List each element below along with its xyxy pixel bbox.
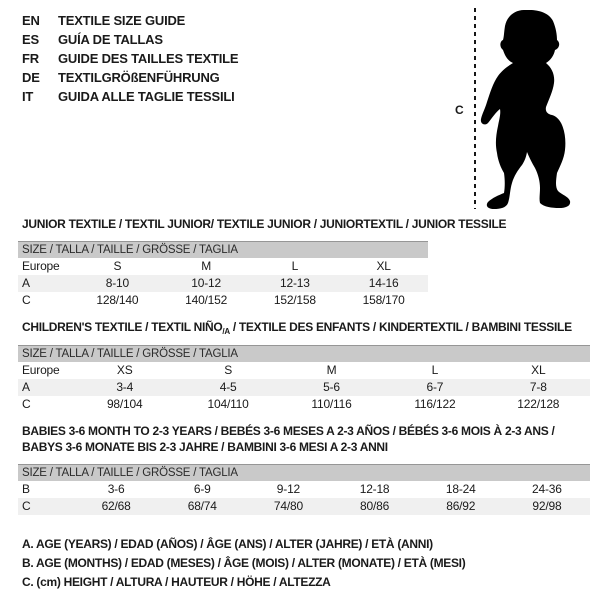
children-title-prefix: CHILDREN'S TEXTILE / TEXTIL NIÑO <box>22 320 223 334</box>
babies-size-header-bar: SIZE / TALLA / TAILLE / GRÖSSE / TAGLIA <box>18 464 590 481</box>
legend-age-years: A. AGE (YEARS) / EDAD (AÑOS) / ÂGE (ANS) / ALTER (JAHRE) / ETÀ (ANNI) <box>22 537 433 551</box>
children-row-c-val: 98/104 <box>106 397 143 411</box>
children-row-a-val: 4-5 <box>219 380 237 394</box>
babies-row-c-val: 80/86 <box>360 499 390 513</box>
junior-region-label: Europe <box>22 259 60 273</box>
babies-row-b-val: 3-6 <box>107 482 125 496</box>
babies-row-c <box>18 498 590 515</box>
babies-row-c-val: 86/92 <box>446 499 476 513</box>
legend-height-cm: C. (cm) HEIGHT / ALTURA / HAUTEUR / HÖHE / ALTEZZA <box>22 575 331 589</box>
baby-silhouette <box>477 2 592 215</box>
children-col-xl: XL <box>531 363 546 377</box>
lang-row-fr <box>22 49 238 68</box>
babies-row-c-label: C <box>22 499 31 513</box>
height-measure-line <box>474 8 476 209</box>
junior-col-m: M <box>201 259 212 273</box>
junior-row-c-label: C <box>22 293 31 307</box>
junior-row-c-val: 158/170 <box>362 293 405 307</box>
children-col-l: L <box>431 363 439 377</box>
language-title-block <box>22 11 238 106</box>
lang-title-fr: GUIDE DES TAILLES TEXTILE <box>58 51 239 66</box>
junior-row-c-val: 140/152 <box>185 293 228 307</box>
babies-row-c-val: 74/80 <box>273 499 303 513</box>
children-row-a-label: A <box>22 380 30 394</box>
children-row-a <box>18 379 590 396</box>
lang-title-es: GUÍA DE TALLAS <box>58 32 163 47</box>
children-col-s: S <box>224 363 232 377</box>
children-size-table <box>18 345 590 413</box>
height-label-c: C <box>455 103 464 117</box>
lang-code-es: ES <box>22 32 39 47</box>
children-col-xs: XS <box>116 363 133 377</box>
children-col-m: M <box>326 363 337 377</box>
junior-row-a-val: 8-10 <box>105 276 129 290</box>
junior-row-c-val: 152/158 <box>273 293 316 307</box>
junior-region-row <box>18 258 428 275</box>
junior-size-header-bar: SIZE / TALLA / TAILLE / GRÖSSE / TAGLIA <box>18 241 428 258</box>
lang-row-en <box>22 11 238 30</box>
children-row-c-val: 104/110 <box>207 397 249 411</box>
babies-row-c-val: 92/98 <box>532 499 562 513</box>
lang-row-de <box>22 68 238 87</box>
babies-row-b <box>18 481 590 498</box>
lang-row-es <box>22 30 238 49</box>
lang-code-it: IT <box>22 89 34 104</box>
babies-section-title <box>22 423 554 455</box>
junior-row-a-val: 10-12 <box>191 276 221 290</box>
babies-row-b-val: 6-9 <box>193 482 211 496</box>
babies-row-b-val: 9-12 <box>276 482 301 496</box>
children-row-a-val: 5-6 <box>323 380 340 394</box>
children-row-a-val: 6-7 <box>426 380 444 394</box>
babies-row-c-val: 68/74 <box>187 499 217 513</box>
lang-row-it <box>22 87 238 106</box>
children-row-a-val: 3-4 <box>116 380 134 394</box>
babies-row-c-val: 62/68 <box>101 499 131 513</box>
lang-title-de: TEXTILGRÖßENFÜHRUNG <box>58 70 220 85</box>
babies-row-b-label: B <box>22 482 30 496</box>
babies-row-b-val: 18-24 <box>445 482 476 496</box>
legend-age-months: B. AGE (MONTHS) / EDAD (MESES) / ÂGE (MOIS) / ALTER (MONATE) / ETÀ (MESI) <box>22 556 466 570</box>
legend-block <box>22 535 465 592</box>
babies-size-table <box>18 464 590 515</box>
children-row-c <box>18 396 590 413</box>
lang-title-it: GUIDA ALLE TAGLIE TESSILI <box>58 89 235 104</box>
junior-row-a <box>18 275 428 292</box>
lang-code-en: EN <box>22 13 40 28</box>
junior-section-title: JUNIOR TEXTILE / TEXTIL JUNIOR/ TEXTILE JUNIOR / JUNIORTEXTIL / JUNIOR TESSILE <box>22 217 507 231</box>
junior-size-table <box>18 241 428 309</box>
junior-row-a-val: 14-16 <box>368 276 399 290</box>
babies-title-line2: BABYS 3-6 MONATE BIS 2-3 JAHRE / BAMBINI 3-6 MESI A 2-3 ANNI <box>22 440 388 454</box>
children-row-a-val: 7-8 <box>529 380 547 394</box>
children-title-subscript: /A <box>222 327 230 336</box>
children-row-c-val: 122/128 <box>517 397 560 411</box>
junior-col-xl: XL <box>376 259 391 273</box>
lang-code-de: DE <box>22 70 40 85</box>
children-size-header-bar: SIZE / TALLA / TAILLE / GRÖSSE / TAGLIA <box>18 345 590 362</box>
children-section-title <box>22 320 572 336</box>
junior-col-s: S <box>113 259 122 273</box>
lang-code-fr: FR <box>22 51 39 66</box>
junior-row-c <box>18 292 428 309</box>
lang-title-en: TEXTILE SIZE GUIDE <box>58 13 186 28</box>
junior-row-a-val: 12-13 <box>280 276 310 290</box>
children-row-c-val: 110/116 <box>311 397 352 411</box>
children-region-label: Europe <box>22 363 60 377</box>
babies-row-b-val: 12-18 <box>359 482 390 496</box>
babies-title-line1: BABIES 3-6 MONTH TO 2-3 YEARS / BEBÉS 3-6 MESES A 2-3 AÑOS / BÉBÉS 3-6 MOIS À 2-3 ANS / <box>22 424 555 438</box>
children-row-c-val: 116/122 <box>414 397 456 411</box>
babies-row-b-val: 24-36 <box>532 482 562 496</box>
junior-row-c-val: 128/140 <box>96 293 139 307</box>
children-row-c-label: C <box>22 397 31 411</box>
junior-row-a-label: A <box>22 276 30 290</box>
junior-col-l: L <box>291 259 299 273</box>
children-title-suffix: / TEXTILE DES ENFANTS / KINDERTEXTIL / BAMBINI TESSILE <box>229 320 572 334</box>
children-region-row <box>18 362 590 379</box>
